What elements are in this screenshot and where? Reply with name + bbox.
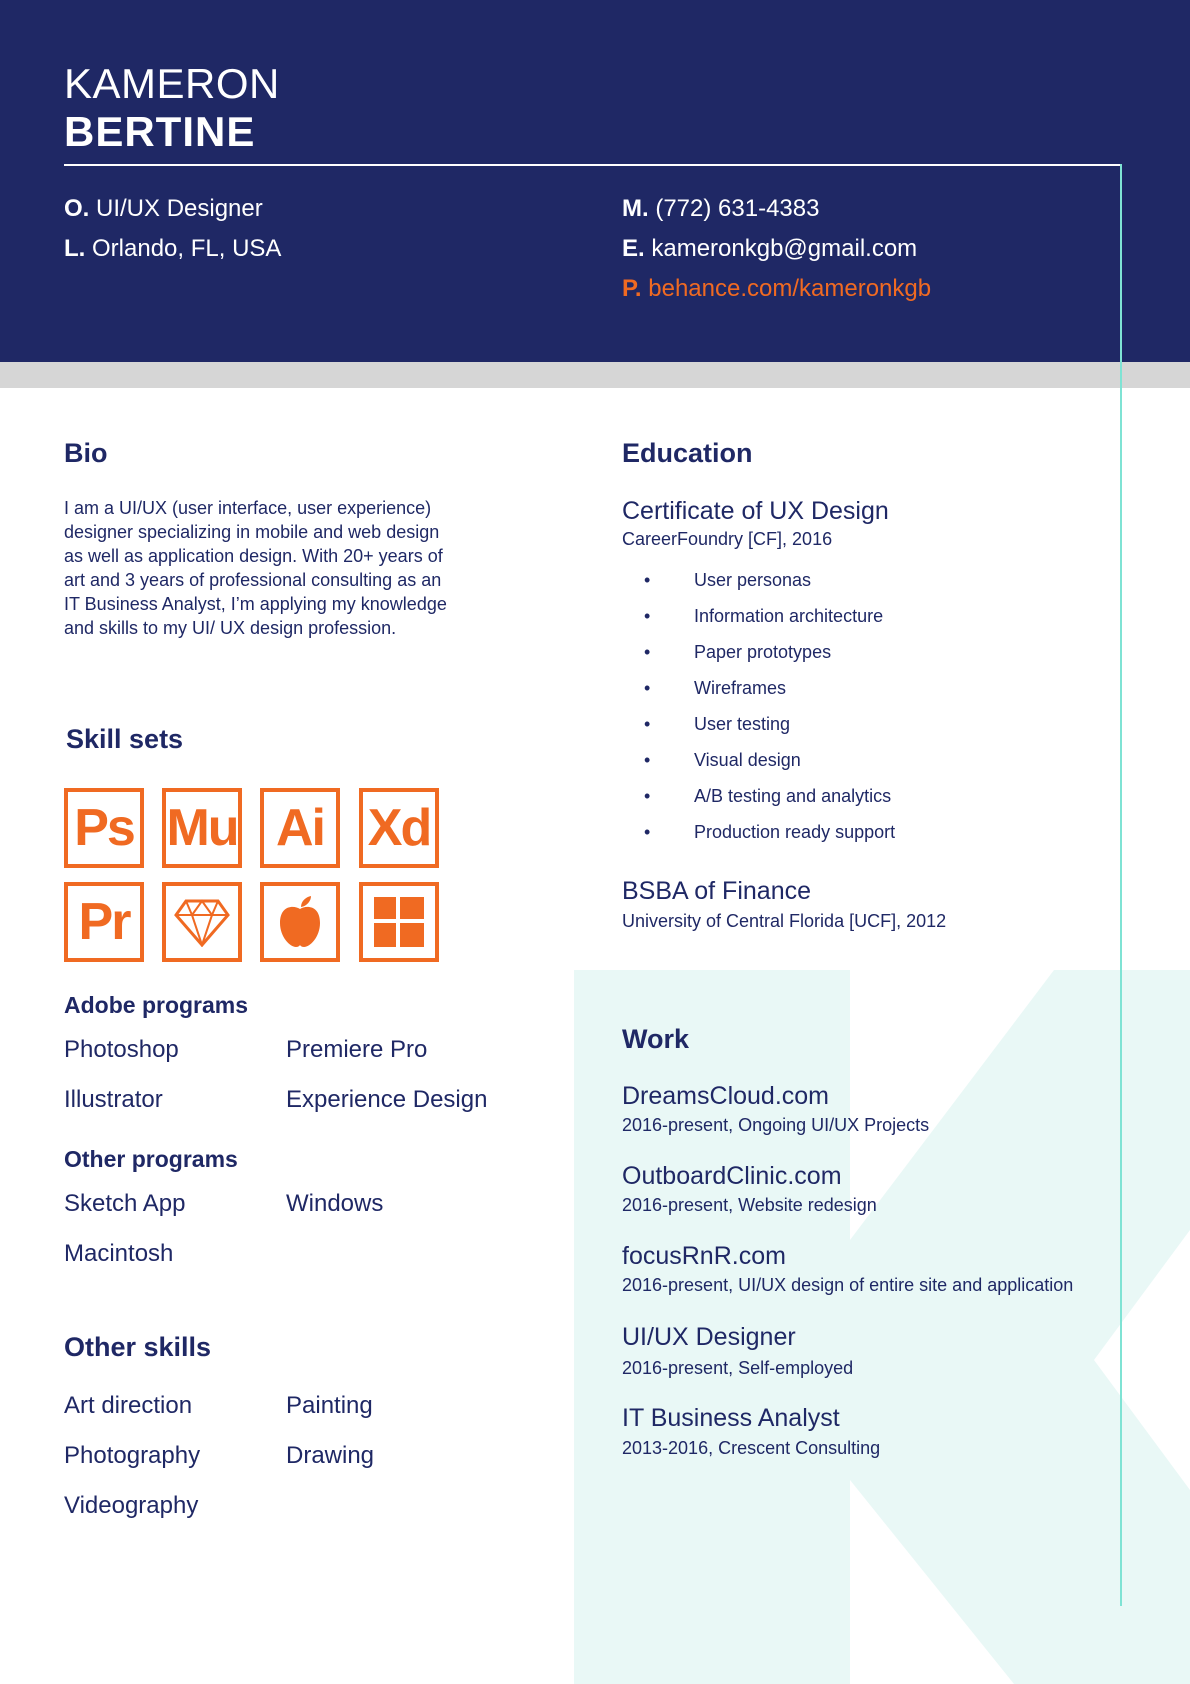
skill-item: Videography [64,1492,199,1519]
skill-item: Photography [64,1442,201,1469]
contact-email[interactable]: E. kameronkgb@gmail.com [622,235,918,262]
header-divider-band [0,362,1190,388]
skill-item: Windows [286,1190,384,1217]
work-subtitle: 2016-present, UI/UX design of entire site and application [622,1275,1074,1295]
skill-item: Photoshop [64,1036,179,1063]
windows-icon [359,882,439,962]
work-title: focusRnR.com [622,1242,786,1270]
premiere-icon: Pr [64,882,144,962]
header-banner [0,0,1190,362]
contact-occupation: O. UI/UX Designer [64,195,263,222]
illustrator-icon: Ai [260,788,340,868]
work-title: UI/UX Designer [622,1323,796,1351]
skill-item: Art direction [64,1392,193,1419]
education-heading: Education [622,438,753,468]
accent-vertical-line [1120,164,1122,1606]
muse-icon: Mu [162,788,242,868]
xd-icon: Xd [359,788,439,868]
skills-heading: Skill sets [66,724,184,754]
work-title: IT Business Analyst [622,1404,840,1432]
last-name: BERTINE [64,108,256,155]
education-subtitle: University of Central Florida [UCF], 2012 [622,911,947,931]
other-programs-heading: Other programs [64,1146,238,1172]
work-title: OutboardClinic.com [622,1162,842,1190]
sketch-diamond-icon [162,882,242,962]
work-heading: Work [622,1024,690,1054]
skill-item: Premiere Pro [286,1036,428,1063]
skill-item: Macintosh [64,1240,174,1267]
work-subtitle: 2016-present, Ongoing UI/UX Projects [622,1115,930,1135]
education-subtitle: CareerFoundry [CF], 2016 [622,529,833,549]
bio-heading: Bio [64,438,108,468]
education-title: BSBA of Finance [622,877,812,905]
first-name: KAMERON [64,60,280,107]
header-rule [64,164,1122,166]
skill-item: Sketch App [64,1190,186,1217]
work-subtitle: 2016-present, Self-employed [622,1358,854,1378]
skill-item: Experience Design [286,1086,488,1113]
contact-portfolio-link[interactable]: P. behance.com/kameronkgb [622,275,932,302]
other-skills-heading: Other skills [64,1332,212,1362]
contact-location: L. Orlando, FL, USA [64,235,282,262]
skill-item: Drawing [286,1442,375,1469]
skill-item: Illustrator [64,1086,163,1113]
work-subtitle: 2013-2016, Crescent Consulting [622,1438,881,1458]
work-title: DreamsCloud.com [622,1082,830,1110]
skill-item: Painting [286,1392,373,1419]
adobe-programs-heading: Adobe programs [64,992,249,1018]
photoshop-icon: Ps [64,788,144,868]
work-subtitle: 2016-present, Website redesign [622,1195,877,1215]
bio-text: I am a UI/UX (user interface, user experience) designer specializing in mobile and web design as well as application design. With 20+ years of art and 3 years of professional consulting as an IT Business Analyst, I’m applying my knowledge and skills to my UI/ UX design profession. [64,498,447,638]
education-title: Certificate of UX Design [622,497,889,525]
apple-icon [260,882,340,962]
contact-phone: M. (772) 631-4383 [622,195,820,222]
